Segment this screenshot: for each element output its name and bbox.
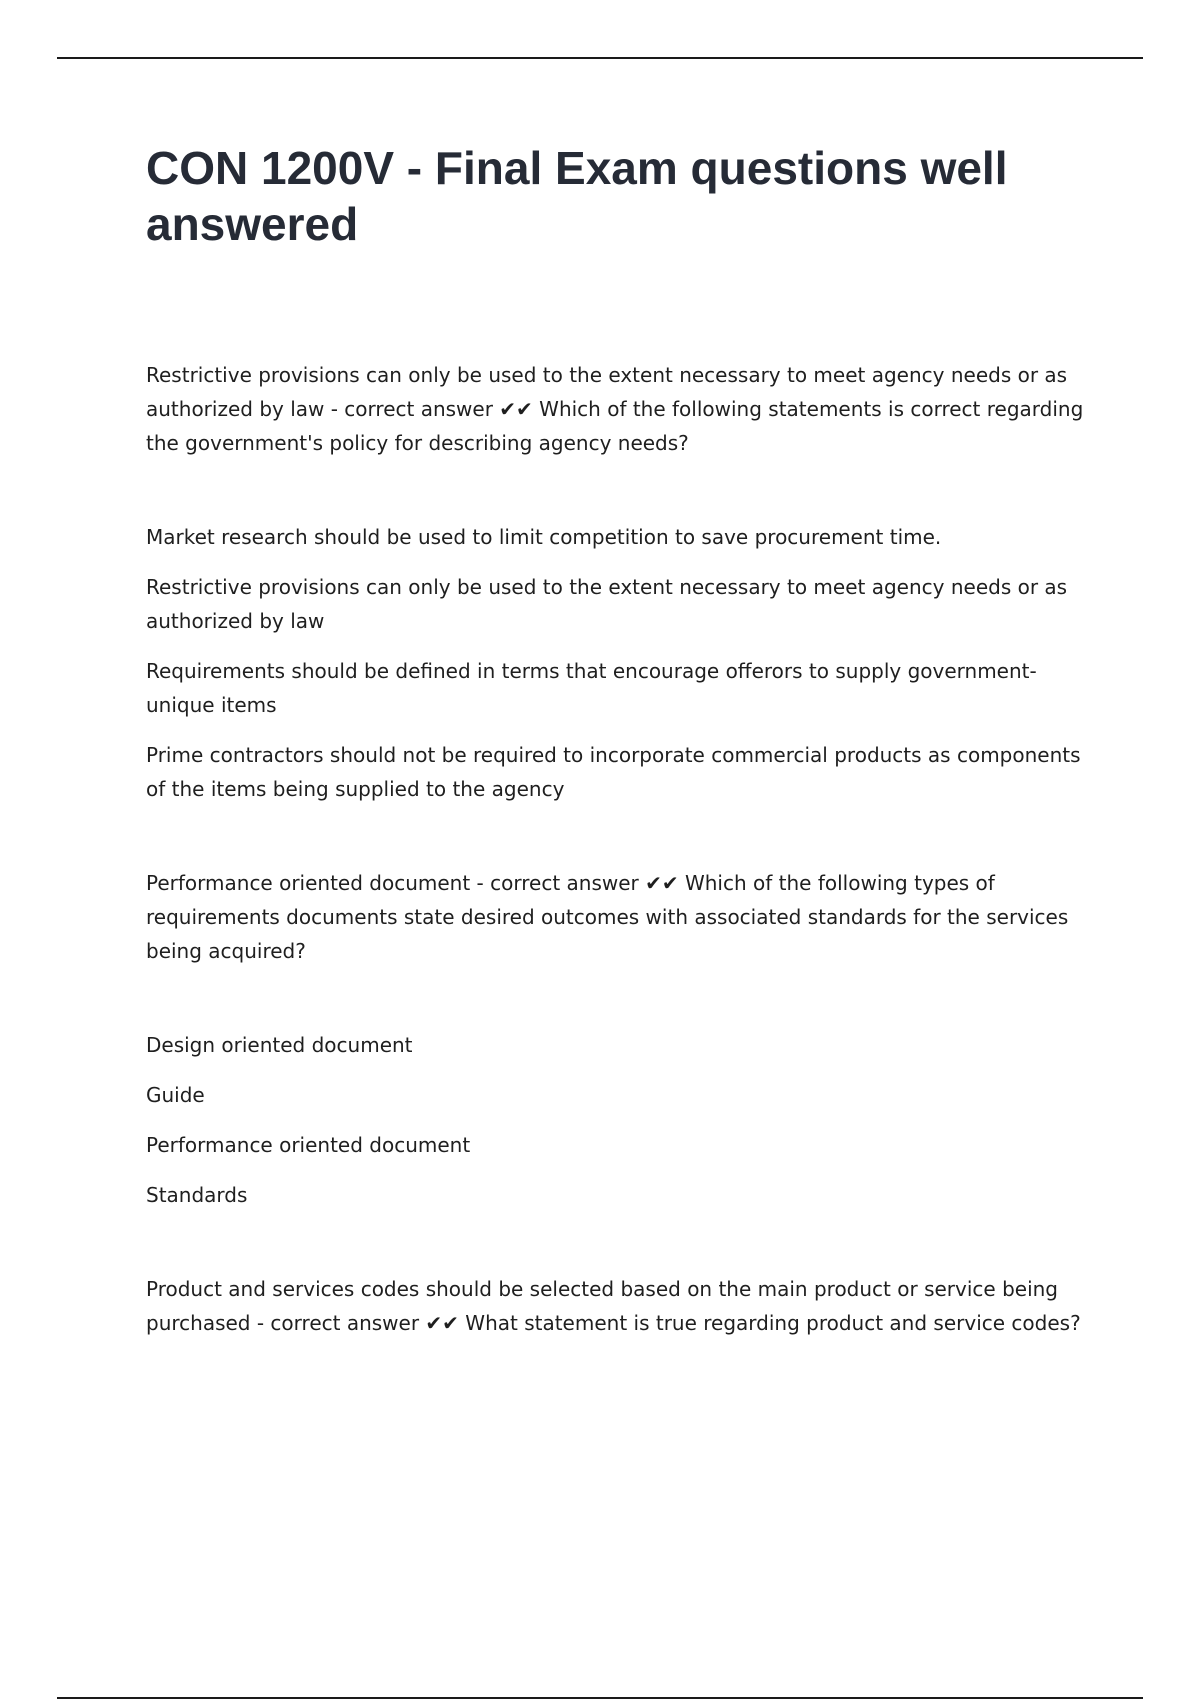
answer-option: Design oriented document (146, 1033, 413, 1057)
question-block-3 (146, 1272, 1096, 1340)
question-block-1 (146, 358, 1096, 806)
question-text: Product and services codes should be selected based on the main product or service being purchased - correct answer ✔✔ What statement is true regarding product and service codes? (146, 1277, 1081, 1335)
answer-options (146, 520, 1096, 806)
answer-option: Requirements should be defined in terms that encourage offerors to supply government-unique items (146, 659, 1037, 717)
answer-option: Prime contractors should not be required to incorporate commercial products as components of the items being supplied to the agency (146, 743, 1081, 801)
answer-option: Standards (146, 1183, 248, 1207)
question-text: Restrictive provisions can only be used to the extent necessary to meet agency needs or as authorized by law - correct answer ✔✔ Which of the following statements is correct regarding the government's policy for describing agency needs? (146, 363, 1084, 455)
bottom-rule (57, 1697, 1143, 1699)
answer-options (146, 1028, 1096, 1212)
question-block-2 (146, 866, 1096, 1212)
answer-option: Performance oriented document (146, 1133, 471, 1157)
document-content (146, 358, 1096, 1340)
answer-option: Guide (146, 1083, 205, 1107)
answer-option: Restrictive provisions can only be used to the extent necessary to meet agency needs or as authorized by law (146, 575, 1068, 633)
document-title: CON 1200V - Final Exam questions well answered (146, 142, 1008, 250)
question-text: Performance oriented document - correct answer ✔✔ Which of the following types of requirements documents state desired outcomes with associated standards for the services being acquired? (146, 871, 1069, 963)
document-page (146, 140, 1096, 1400)
top-rule (57, 57, 1143, 59)
answer-option: Market research should be used to limit competition to save procurement time. (146, 525, 942, 549)
